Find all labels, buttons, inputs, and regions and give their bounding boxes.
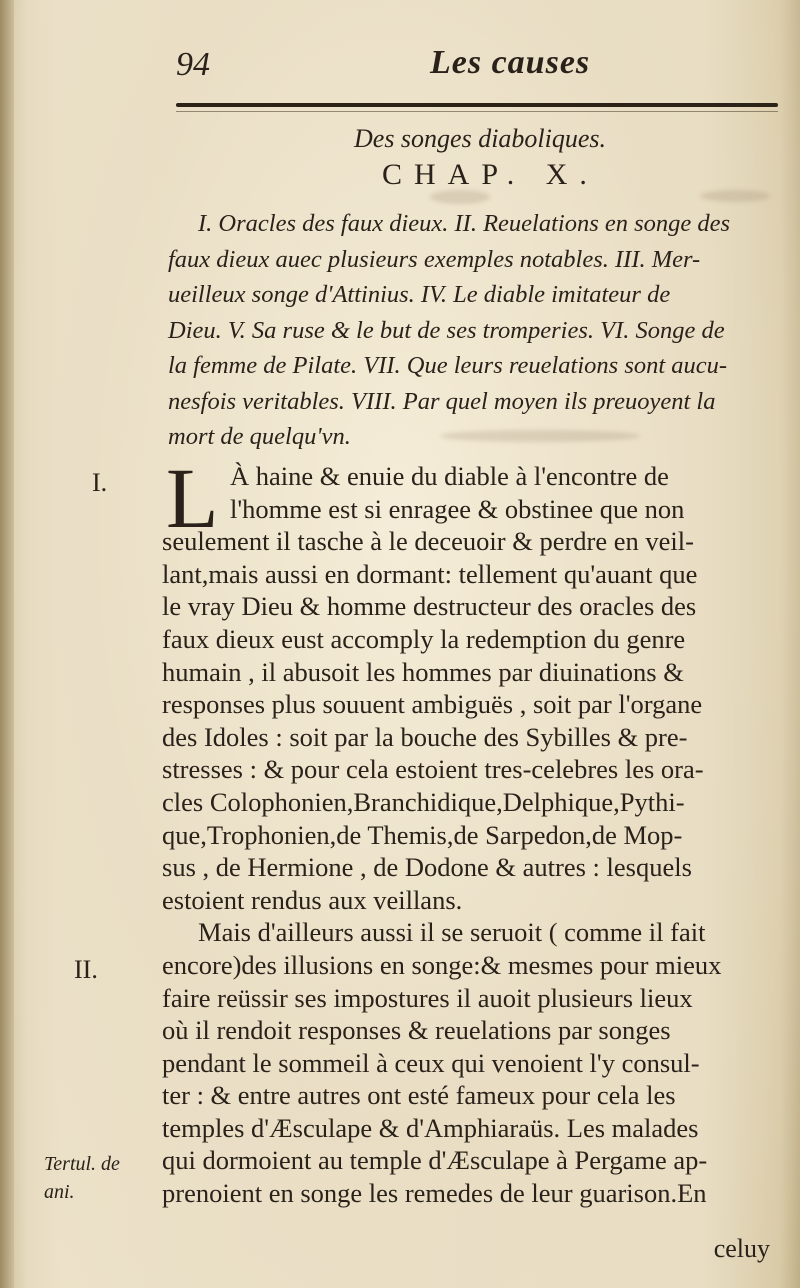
body-line: cles Colophonien,Branchidique,Delphique,Pythi- bbox=[162, 786, 685, 817]
page-header bbox=[170, 38, 780, 98]
catchword: celuy bbox=[713, 1234, 770, 1263]
page-number: 94 bbox=[176, 46, 210, 83]
body-line: sus , de Hermione , de Dodone & autres : lesquels bbox=[162, 852, 692, 883]
body-line: stresses : & pour cela estoient tres-celebres les ora- bbox=[162, 754, 704, 785]
body-line: temples d'Æsculape & d'Amphiaraüs. Les malades bbox=[162, 1112, 699, 1143]
body-line: estoient rendus aux veillans. bbox=[162, 884, 463, 915]
summary-line: Dieu. V. Sa ruse & le but de ses tromperies. VI. Songe de bbox=[168, 316, 725, 344]
body-line: pendant le sommeil à ceux qui venoient l'y consul- bbox=[162, 1047, 700, 1078]
body-line: encore)des illusions en songe:& mesmes pour mieux bbox=[162, 949, 722, 980]
running-title: Les causes bbox=[430, 44, 591, 81]
body-line: le vray Dieu & homme destructeur des oracles des bbox=[162, 591, 697, 622]
chapter-summary bbox=[168, 206, 780, 455]
body-line: faire reüssir ses impostures il auoit plusieurs lieux bbox=[162, 982, 693, 1013]
ink-smudge bbox=[430, 190, 490, 204]
body-line: responses plus souuent ambiguës , soit par l'organe bbox=[162, 689, 703, 720]
body-line: humain , il abusoit les hommes par diuinations & bbox=[162, 656, 684, 687]
summary-line: ueilleux songe d'Attinius. IV. Le diable imitateur de bbox=[168, 281, 671, 308]
margin-note-2: II. bbox=[74, 955, 98, 984]
body-line: seulement il tasche à le deceuoir & perdre en veil- bbox=[162, 526, 694, 557]
summary-line: nesfois veritables. VIII. Par quel moyen ils preuoyent la bbox=[168, 387, 716, 415]
margin-note-citation: Tertul. de ani. bbox=[44, 1153, 120, 1203]
summary-line: mort de quelqu'vn. bbox=[168, 423, 351, 450]
body-line: prenoient en songe les remedes de leur guarison.En bbox=[162, 1178, 707, 1209]
page-gutter bbox=[0, 0, 14, 1288]
body-line: Mais d'ailleurs aussi il se seruoit ( comme il fait bbox=[198, 917, 706, 948]
body-text bbox=[162, 460, 782, 1210]
body-line: ter : & entre autres ont esté fameux pour cela les bbox=[162, 1080, 676, 1111]
body-line: qui dormoient au temple d'Æsculape à Pergame ap- bbox=[162, 1145, 708, 1176]
body-line: À haine & enuie du diable à l'encontre de bbox=[230, 461, 669, 491]
summary-line: faux dieux auec plusieurs exemples notables. III. Mer- bbox=[168, 245, 701, 273]
drop-cap: L bbox=[166, 450, 219, 546]
section-title: Des songes diaboliques. bbox=[354, 124, 607, 153]
body-line: que,Trophonien,de Themis,de Sarpedon,de Mop- bbox=[162, 819, 683, 850]
body-line: faux dieux eust accomply la redemption du genre bbox=[162, 623, 686, 654]
ink-smudge bbox=[700, 190, 770, 202]
body-line: où il rendoit responses & reuelations par songes bbox=[162, 1015, 671, 1046]
header-rule-thin bbox=[176, 111, 778, 112]
header-rule bbox=[176, 103, 778, 107]
summary-line: I. Oracles des faux dieux. II. Reuelations en songe des bbox=[198, 210, 731, 237]
body-line: des Idoles : soit par la bouche des Sybilles & pre- bbox=[162, 721, 688, 752]
summary-line: la femme de Pilate. VII. Que leurs reuelations sont aucu- bbox=[168, 352, 728, 379]
chapter-title: CHAP. X. bbox=[382, 158, 599, 191]
margin-note-1: I. bbox=[92, 468, 108, 497]
body-line: l'homme est si enragee & obstinee que non bbox=[230, 493, 685, 524]
body-line: lant,mais aussi en dormant: tellement qu'auant que bbox=[162, 558, 698, 589]
